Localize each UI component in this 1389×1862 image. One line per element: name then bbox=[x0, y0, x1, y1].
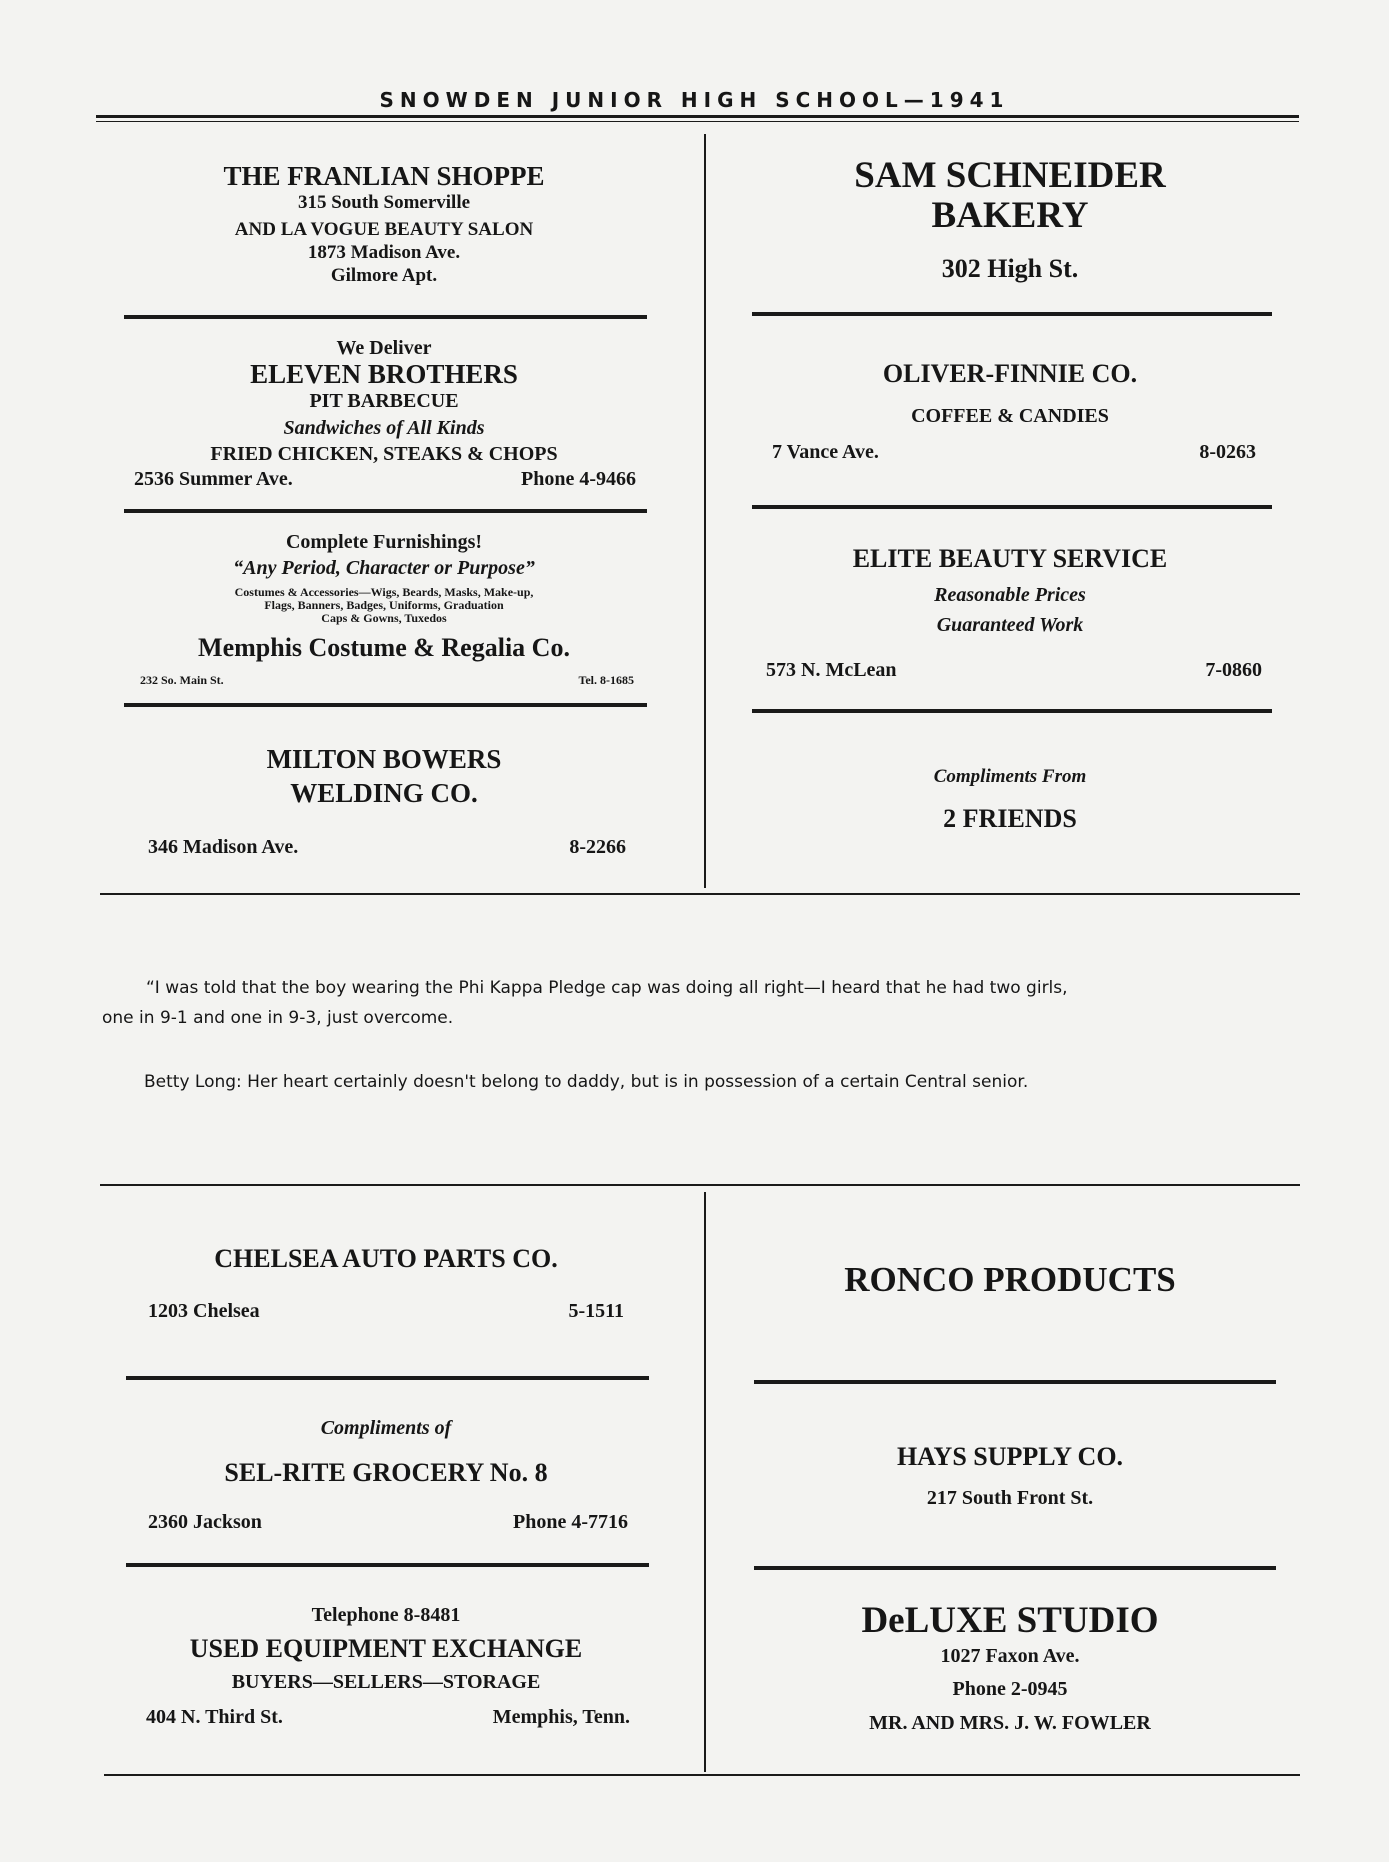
elite-name: ELITE BEAUTY SERVICE bbox=[852, 544, 1168, 573]
selrite-contact bbox=[148, 1511, 628, 1534]
used-city: Memphis, Tenn. bbox=[492, 1706, 630, 1728]
chelsea-phone: 5-1511 bbox=[568, 1300, 624, 1322]
rule-left-5 bbox=[126, 1563, 649, 1567]
elite-phone: 7-0860 bbox=[1205, 659, 1262, 681]
ad-memphis-costume bbox=[124, 530, 644, 665]
milton-address: 346 Madison Ave. bbox=[148, 836, 299, 858]
ronco-name: RONCO PRODUCTS bbox=[844, 1260, 1176, 1299]
milton-contact bbox=[148, 836, 626, 859]
used-contact bbox=[146, 1706, 630, 1729]
costume-phone: Tel. 8-1685 bbox=[578, 673, 634, 687]
selrite-name: SEL-RITE GROCERY No. 8 bbox=[224, 1458, 548, 1487]
deluxe-owner: MR. AND MRS. J. W. FOWLER bbox=[869, 1712, 1151, 1734]
elite-address: 573 N. McLean bbox=[766, 659, 897, 681]
ad-two-friends bbox=[740, 764, 1280, 836]
rule-left-2 bbox=[124, 509, 647, 513]
franlian-address: 315 South Somerville bbox=[297, 192, 471, 213]
eleven-phone: Phone 4-9466 bbox=[521, 468, 636, 490]
ad-hays-supply bbox=[740, 1440, 1280, 1512]
milton-name-1: MILTON BOWERS bbox=[266, 744, 502, 774]
ad-used-equipment bbox=[124, 1602, 648, 1696]
gossip-line-3: Betty Long: Her heart certainly doesn't belong to daddy, but is in possession of a certain Central senior. bbox=[144, 1072, 1029, 1092]
franlian-salon-address: 1873 Madison Ave. bbox=[307, 242, 461, 263]
ad-elite-beauty bbox=[740, 542, 1280, 640]
column-divider-top bbox=[704, 134, 706, 888]
costume-address: 232 So. Main St. bbox=[140, 673, 224, 687]
ad-franlian bbox=[124, 160, 644, 288]
deluxe-name: DeLUXE STUDIO bbox=[861, 1600, 1159, 1641]
deluxe-address: 1027 Faxon Ave. bbox=[940, 1645, 1080, 1667]
rule-bottom bbox=[104, 1774, 1300, 1776]
eleven-line: FRIED CHICKEN, STEAKS & CHOPS bbox=[210, 443, 558, 465]
schneider-address: 302 High St. bbox=[941, 254, 1079, 283]
friends-italic: Compliments From bbox=[933, 766, 1087, 787]
rule-left-1 bbox=[124, 315, 647, 319]
selrite-phone: Phone 4-7716 bbox=[513, 1511, 628, 1533]
elite-contact bbox=[766, 659, 1262, 682]
ad-eleven-brothers bbox=[124, 336, 644, 466]
schneider-name-2: BAKERY bbox=[931, 195, 1089, 236]
ad-ronco bbox=[740, 1260, 1280, 1300]
rule-middle-bottom bbox=[100, 1184, 1300, 1186]
gossip-line-2: one in 9-1 and one in 9-3, just overcome. bbox=[102, 1008, 454, 1028]
rule-left-4 bbox=[126, 1376, 649, 1380]
franlian-name: THE FRANLIAN SHOPPE bbox=[223, 161, 545, 191]
ad-deluxe-studio bbox=[740, 1600, 1280, 1738]
chelsea-name: CHELSEA AUTO PARTS CO. bbox=[214, 1244, 558, 1273]
ad-sam-schneider bbox=[740, 156, 1280, 286]
rule-left-3 bbox=[124, 703, 647, 707]
rule-right-4 bbox=[754, 1380, 1276, 1384]
gossip-line-1: “I was told that the boy wearing the Phi Kappa Pledge cap was doing all right—I heard that he had two girls, bbox=[146, 978, 1068, 998]
ad-sel-rite bbox=[124, 1414, 648, 1490]
eleven-tag: We Deliver bbox=[336, 337, 432, 359]
elite-italic-1: Reasonable Prices bbox=[934, 584, 1086, 606]
header-rule-thin bbox=[96, 121, 1299, 122]
franlian-apt: Gilmore Apt. bbox=[330, 265, 438, 286]
schneider-name-1: SAM SCHNEIDER bbox=[854, 155, 1166, 196]
selrite-italic: Compliments of bbox=[320, 1417, 452, 1439]
elite-italic-2: Guaranteed Work bbox=[936, 614, 1084, 636]
eleven-address: 2536 Summer Ave. bbox=[134, 468, 293, 490]
costume-fine-3: Caps & Gowns, Tuxedos bbox=[321, 611, 447, 625]
page-header: SNOWDEN JUNIOR HIGH SCHOOL—1941 bbox=[379, 88, 1010, 112]
costume-tag: Complete Furnishings! bbox=[285, 531, 483, 553]
used-address: 404 N. Third St. bbox=[146, 1706, 283, 1728]
hays-address: 217 South Front St. bbox=[926, 1487, 1094, 1509]
eleven-name: ELEVEN BROTHERS bbox=[250, 359, 518, 389]
costume-name: Memphis Costume & Regalia Co. bbox=[198, 633, 570, 662]
milton-name-2: WELDING CO. bbox=[290, 778, 478, 808]
rule-right-1 bbox=[752, 312, 1272, 316]
rule-middle-top bbox=[100, 893, 1300, 895]
deluxe-phone: Phone 2-0945 bbox=[952, 1678, 1068, 1700]
selrite-address: 2360 Jackson bbox=[148, 1511, 262, 1533]
milton-phone: 8-2266 bbox=[569, 836, 626, 858]
costume-fine-2: Flags, Banners, Badges, Uniforms, Graduation bbox=[264, 598, 504, 612]
eleven-sub: PIT BARBECUE bbox=[309, 390, 459, 412]
used-name: USED EQUIPMENT EXCHANGE bbox=[189, 1634, 583, 1663]
eleven-contact bbox=[134, 468, 636, 491]
costume-fine-1: Costumes & Accessories—Wigs, Beards, Masks, Make-up, bbox=[234, 585, 534, 599]
eleven-italic: Sandwiches of All Kinds bbox=[283, 417, 485, 439]
friends-name: 2 FRIENDS bbox=[943, 804, 1077, 833]
used-telephone: Telephone 8-8481 bbox=[311, 1604, 461, 1626]
ad-chelsea-auto bbox=[124, 1242, 648, 1276]
chelsea-contact bbox=[148, 1300, 624, 1323]
used-sub: BUYERS—SELLERS—STORAGE bbox=[231, 1671, 541, 1693]
oliver-contact bbox=[772, 441, 1256, 464]
ad-milton-bowers bbox=[124, 742, 644, 810]
rule-right-2 bbox=[752, 505, 1272, 509]
oliver-phone: 8-0263 bbox=[1199, 441, 1256, 463]
chelsea-address: 1203 Chelsea bbox=[148, 1300, 260, 1322]
rule-right-5 bbox=[754, 1566, 1276, 1570]
costume-italic: “Any Period, Character or Purpose” bbox=[233, 557, 535, 579]
header-rule-thick bbox=[96, 115, 1299, 118]
oliver-address: 7 Vance Ave. bbox=[772, 441, 879, 463]
ad-oliver-finnie bbox=[740, 358, 1280, 428]
column-divider-bottom bbox=[704, 1192, 706, 1772]
costume-contact bbox=[140, 673, 634, 688]
oliver-sub: COFFEE & CANDIES bbox=[911, 405, 1109, 427]
oliver-name: OLIVER-FINNIE CO. bbox=[882, 359, 1138, 388]
rule-right-3 bbox=[752, 709, 1272, 713]
franlian-salon: AND LA VOGUE BEAUTY SALON bbox=[234, 219, 534, 240]
hays-name: HAYS SUPPLY CO. bbox=[896, 1442, 1124, 1471]
